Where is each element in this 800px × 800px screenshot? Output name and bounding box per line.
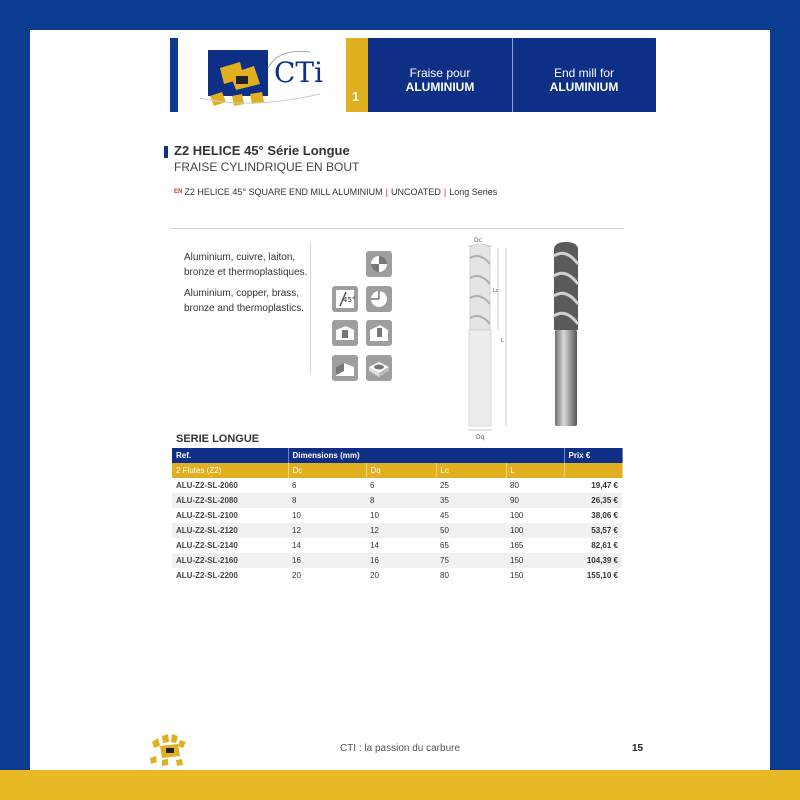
- header-title-panel: [368, 38, 656, 112]
- product-english-name: Z2 HELICE 45° SQUARE END MILL ALUMINIUM: [184, 187, 383, 197]
- table-row: [172, 553, 622, 568]
- header-dimensions: Dimensions (mm): [288, 448, 564, 463]
- cell-price: 155,10 €: [586, 571, 618, 580]
- side-milling-icon: [332, 355, 358, 381]
- product-title: Z2 HELICE 45° Série Longue: [174, 143, 350, 158]
- materials-en: Aluminium, copper, brass, bronze and thermoplastics.: [184, 288, 305, 314]
- cell-lc: 35: [436, 493, 506, 508]
- cell-ref: ALU-Z2-SL-2140: [176, 541, 238, 550]
- catalog-page: [30, 30, 770, 770]
- cti-logo: [170, 38, 346, 112]
- svg-text:L: L: [501, 338, 504, 344]
- product-coating: UNCOATED: [391, 187, 441, 197]
- pipe-separator: |: [443, 187, 447, 197]
- table-row: [172, 523, 622, 538]
- cell-dc: 16: [288, 553, 366, 568]
- bottom-gold-band: [0, 770, 800, 800]
- subheader-price-blank: [564, 463, 622, 478]
- cell-lc: 80: [440, 571, 449, 580]
- table-title: SERIE LONGUE: [176, 433, 260, 445]
- cell-lc: 65: [440, 541, 449, 550]
- cell-l: 150: [510, 571, 524, 580]
- footer-tagline: CTI : la passion du carbure: [339, 743, 461, 754]
- cell-ref: ALU-Z2-SL-2160: [172, 553, 288, 568]
- title-marker: [164, 146, 168, 158]
- materials-description: [184, 250, 314, 322]
- header-fr-line2: ALUMINIUM: [405, 80, 475, 94]
- cell-lc: 75: [436, 553, 506, 568]
- table-row: [172, 478, 622, 493]
- product-english-line: [174, 187, 497, 197]
- header-title-fr: [368, 66, 512, 94]
- flute-section-icon: [366, 251, 392, 277]
- cell-ref: ALU-Z2-SL-2200: [176, 571, 238, 580]
- cell-dq: 6: [370, 481, 375, 490]
- cell-l: 165: [510, 541, 524, 550]
- product-series: Long Series: [449, 187, 498, 197]
- cell-dq: 10: [370, 511, 379, 520]
- slotting-icon: [332, 320, 358, 346]
- pipe-separator: |: [385, 187, 389, 197]
- english-flag-tag: EN: [174, 189, 183, 195]
- cell-lc: 50: [436, 523, 506, 538]
- table-row: [172, 508, 622, 523]
- cell-dc: 20: [292, 571, 301, 580]
- pocketing-icon: [366, 355, 392, 381]
- cell-price: 82,61 €: [591, 541, 618, 550]
- end-mill-photo: [548, 242, 584, 428]
- cell-ref: ALU-Z2-SL-2120: [172, 523, 288, 538]
- cell-l: 80: [510, 481, 519, 490]
- cell-dq: 14: [370, 541, 379, 550]
- end-mill-technical-drawing: [456, 234, 516, 442]
- table-row: [172, 538, 622, 553]
- cell-l: 100: [510, 511, 524, 520]
- table-header-row: [172, 448, 622, 463]
- product-subtitle: FRAISE CYLINDRIQUE EN BOUT: [174, 160, 360, 174]
- cell-l: 150: [506, 553, 564, 568]
- header-ref: Ref.: [172, 448, 288, 463]
- subheader-dq: Dq: [366, 463, 436, 478]
- subheader-l: L: [506, 463, 564, 478]
- cell-dc: 14: [292, 541, 301, 550]
- cell-dc: 6: [292, 481, 297, 490]
- svg-text:CTi: CTi: [274, 56, 324, 89]
- cell-lc: 45: [440, 511, 449, 520]
- cell-dc: 12: [288, 523, 366, 538]
- page-header: [170, 38, 656, 112]
- cell-dq: 12: [366, 523, 436, 538]
- cell-price: 53,57 €: [564, 523, 622, 538]
- cell-dq: 16: [366, 553, 436, 568]
- table-row: [172, 493, 622, 508]
- quarter-circle-icon: [366, 286, 392, 312]
- materials-fr: Aluminium, cuivre, laiton, bronze et thermoplastiques.: [184, 252, 308, 278]
- cell-l: 90: [506, 493, 564, 508]
- table-row: [172, 568, 622, 583]
- svg-text:45°: 45°: [343, 296, 356, 304]
- header-title-en: [512, 66, 656, 94]
- specifications-table: [172, 448, 623, 583]
- section-number-tab: [346, 38, 368, 112]
- cell-price: 104,39 €: [564, 553, 622, 568]
- cell-ref: ALU-Z2-SL-2100: [176, 511, 238, 520]
- logo-blue-bar: [170, 38, 178, 112]
- subheader-dc: Dc: [288, 463, 366, 478]
- header-en-line2: ALUMINIUM: [549, 80, 619, 94]
- cell-price: 19,47 €: [591, 481, 618, 490]
- header-fr-line1: Fraise pour: [409, 66, 471, 80]
- cell-lc: 25: [440, 481, 449, 490]
- header-en-line1: End mill for: [553, 66, 615, 80]
- cell-dq: 8: [366, 493, 436, 508]
- cti-logo-icon: [170, 38, 346, 112]
- section-number: 1: [352, 89, 360, 104]
- page-number: 15: [632, 743, 644, 754]
- header-price: Prix €: [564, 448, 622, 463]
- subheader-flutes: 2 Flutes (Z2): [172, 463, 288, 478]
- vertical-divider: [310, 242, 311, 374]
- cell-dq: 20: [370, 571, 379, 580]
- cell-ref: ALU-Z2-SL-2080: [172, 493, 288, 508]
- svg-text:Dq: Dq: [476, 434, 485, 441]
- plunging-icon: [366, 320, 392, 346]
- cell-price: 26,35 €: [564, 493, 622, 508]
- cell-ref: ALU-Z2-SL-2060: [176, 481, 238, 490]
- section-divider: [170, 228, 624, 229]
- cell-dc: 10: [292, 511, 301, 520]
- svg-text:Dc: Dc: [474, 237, 482, 244]
- cell-price: 38,06 €: [591, 511, 618, 520]
- cell-l: 100: [506, 523, 564, 538]
- table-subheader-row: [172, 463, 622, 478]
- subheader-lc: Lc: [436, 463, 506, 478]
- cell-dc: 8: [288, 493, 366, 508]
- helix-angle-icon: [332, 286, 358, 312]
- svg-text:Lc: Lc: [493, 288, 499, 294]
